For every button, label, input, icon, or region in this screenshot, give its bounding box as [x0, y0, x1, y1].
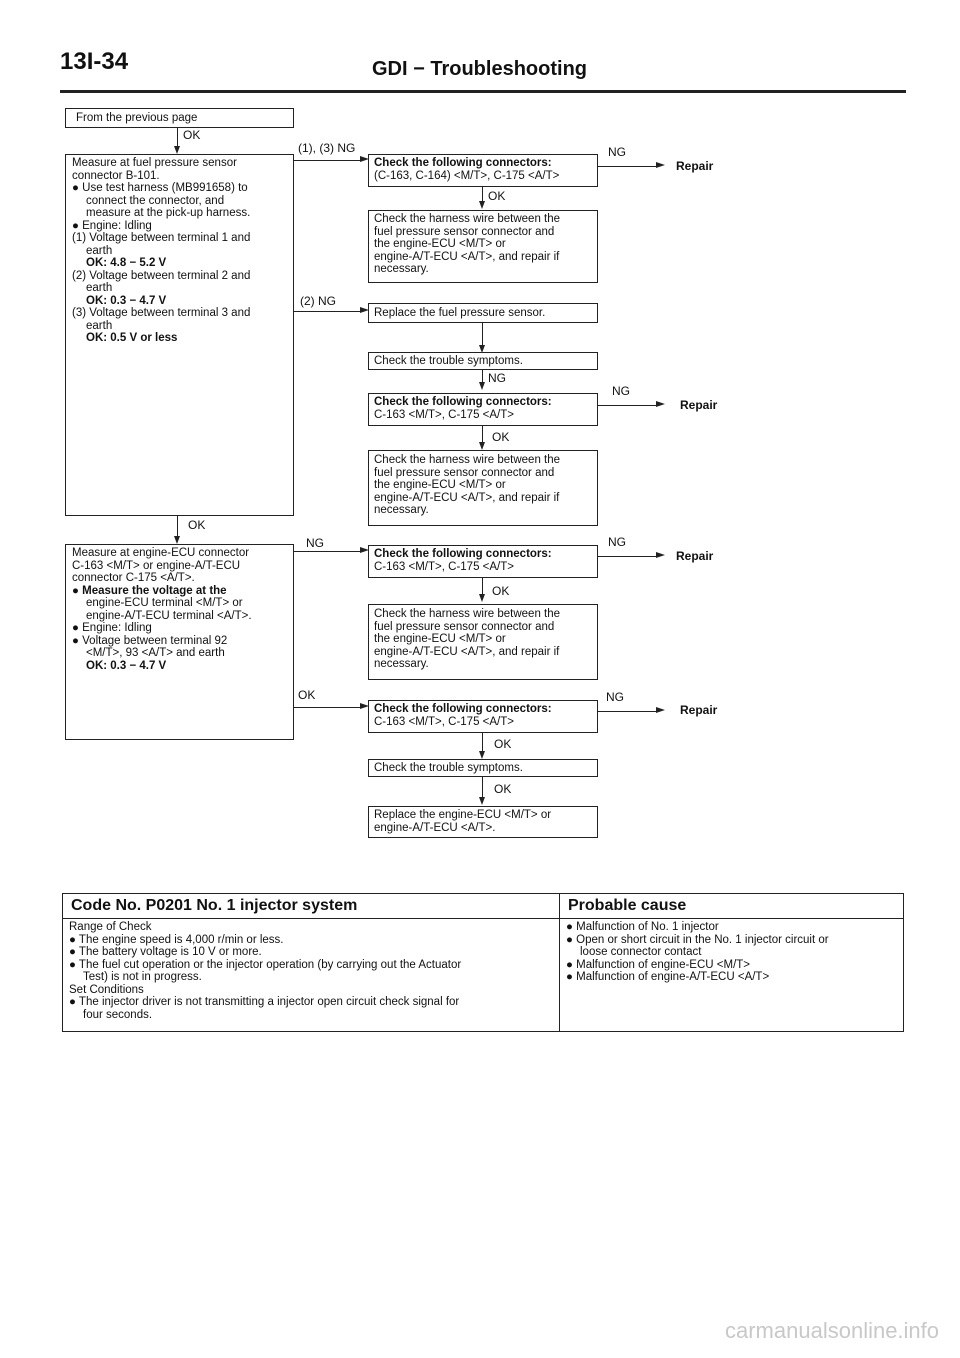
ng-label: NG — [488, 371, 506, 385]
harness-text-line: fuel pressure sensor connector and — [374, 620, 555, 633]
harness-text-line: fuel pressure sensor connector and — [374, 225, 555, 238]
trouble-symptoms-box-2 — [368, 759, 598, 777]
check-line: Test) is not in progress. — [83, 971, 202, 983]
code-title: Code No. P0201 No. 1 injector system — [63, 894, 560, 919]
arrow-right-icon — [656, 162, 665, 168]
connector-list: C-163 <M/T>, C-175 <A/T> — [374, 408, 514, 421]
replace-sensor-box — [368, 303, 598, 323]
connector-line — [482, 733, 483, 753]
step-text-line: connector C-175 <A/T>. — [72, 572, 195, 584]
page-number: 13I-34 — [60, 48, 129, 75]
harness-check-box-1 — [368, 210, 598, 283]
probable-cause-cell — [560, 919, 904, 1032]
harness-text-line: necessary. — [374, 263, 429, 275]
arrow-down-icon — [479, 201, 485, 209]
arrow-down-icon — [479, 797, 485, 805]
harness-text-line: engine-A/T-ECU <A/T>, and repair if — [374, 250, 560, 263]
step-text-line: OK: 0.5 V or less — [86, 332, 178, 344]
arrow-right-icon — [656, 707, 665, 713]
ok-label: OK — [492, 584, 510, 598]
ng-label: NG — [608, 535, 626, 549]
check-connectors-box-4 — [368, 700, 598, 733]
connector-line — [482, 323, 483, 347]
check-connectors-box-3 — [368, 545, 598, 578]
connector-line — [482, 777, 483, 799]
harness-check-box-3 — [368, 604, 598, 680]
code-table-header-row — [63, 894, 904, 919]
arrow-down-icon — [479, 751, 485, 759]
ok-label: OK — [183, 128, 201, 142]
harness-text-line: engine-A/T-ECU <A/T>, and repair if — [374, 645, 560, 658]
check-connectors-title: Check the following connectors: — [374, 396, 552, 408]
harness-text-line: Check the harness wire between the — [374, 608, 561, 620]
ok-label: OK — [494, 737, 512, 751]
ng-branch-label: (1), (3) NG — [298, 141, 356, 155]
range-of-check-cell — [63, 919, 560, 1032]
branch-line — [294, 160, 362, 161]
branch-line — [294, 311, 362, 312]
branch-line — [294, 707, 362, 708]
cause-line: ● Malfunction of No. 1 injector — [566, 921, 719, 933]
step-text-line: OK: 0.3 − 4.7 V — [86, 294, 167, 307]
ok-label: OK — [298, 688, 316, 702]
connector-list: C-163 <M/T>, C-175 <A/T> — [374, 560, 514, 573]
step-text-line: Measure at fuel pressure sensor — [72, 157, 237, 169]
check-connectors-title: Check the following connectors: — [374, 548, 552, 560]
check-connectors-box-2 — [368, 393, 598, 426]
repair-label: Repair — [680, 703, 718, 717]
harness-text-line: necessary. — [374, 504, 429, 516]
arrow-right-icon — [656, 552, 665, 558]
code-table — [62, 893, 904, 1032]
harness-text-line: the engine-ECU <M/T> or — [374, 633, 506, 645]
check-line: ● The fuel cut operation or the injector operation (by carrying out the Actuator — [69, 958, 462, 971]
ng-label: NG — [606, 690, 624, 704]
harness-check-box-2 — [368, 450, 598, 526]
ng-line — [598, 166, 658, 167]
step-measure-fuel-pressure-sensor — [65, 154, 294, 516]
step-text-line: ● Voltage between terminal 92 — [72, 634, 228, 647]
step-text-line: C-163 <M/T> or engine-A/T-ECU — [72, 559, 241, 572]
step-text-line: engine-ECU terminal <M/T> or — [86, 597, 243, 609]
arrow-down-icon — [479, 442, 485, 450]
step-measure-engine-ecu — [65, 544, 294, 740]
check-line: Range of Check — [69, 921, 152, 933]
arrow-down-icon — [174, 536, 180, 544]
step-text-line: Measure at engine-ECU connector — [72, 547, 250, 559]
ok-label: OK — [188, 518, 206, 532]
step-text-line: ● Engine: Idling — [72, 219, 152, 232]
step-text-line: OK: 0.3 − 4.7 V — [86, 659, 167, 672]
harness-text-line: engine-A/T-ECU <A/T>, and repair if — [374, 491, 560, 504]
probable-cause-title: Probable cause — [560, 894, 904, 919]
step-text-line: ● Use test harness (MB991658) to — [72, 182, 248, 194]
arrow-right-icon — [656, 401, 665, 407]
step-text-line: earth — [86, 282, 113, 294]
step-text-line: ● Measure the voltage at the — [72, 584, 227, 597]
trouble-symptoms-text: Check the trouble symptoms. — [374, 355, 523, 367]
ng-line — [598, 405, 658, 406]
check-line: ● The battery voltage is 10 V or more. — [69, 946, 262, 958]
arrow-down-icon — [479, 594, 485, 602]
trouble-symptoms-text: Check the trouble symptoms. — [374, 762, 523, 774]
ng-line — [598, 711, 658, 712]
header-rule — [60, 90, 906, 93]
step-text-line: ● Engine: Idling — [72, 622, 152, 634]
ng-line — [598, 556, 658, 557]
step-text-line: earth — [86, 244, 113, 257]
connector-list: C-163 <M/T>, C-175 <A/T> — [374, 715, 514, 728]
check-connectors-box-1 — [368, 154, 598, 187]
cause-line: ● Malfunction of engine-ECU <M/T> — [566, 958, 750, 971]
step-text-line: connect the connector, and — [86, 194, 225, 207]
ng-branch-label: (2) NG — [300, 294, 336, 308]
check-line: ● The engine speed is 4,000 r/min or less. — [69, 933, 284, 946]
cause-line: ● Malfunction of engine-A/T-ECU <A/T> — [566, 971, 770, 983]
check-line: ● The injector driver is not transmitting a injector open circuit check signal for — [69, 996, 460, 1008]
step-text-line: OK: 4.8 − 5.2 V — [86, 257, 167, 269]
step-text-line: (1) Voltage between terminal 1 and — [72, 232, 251, 244]
step-text-line: engine-A/T-ECU terminal <A/T>. — [86, 609, 252, 622]
page-title: GDI − Troubleshooting — [372, 58, 587, 80]
harness-text-line: the engine-ECU <M/T> or — [374, 479, 506, 491]
step-text-line: (2) Voltage between terminal 2 and — [72, 269, 251, 282]
harness-text-line: fuel pressure sensor connector and — [374, 466, 555, 479]
watermark: carmanualsonline.info — [725, 1318, 940, 1343]
replace-sensor-text: Replace the fuel pressure sensor. — [374, 307, 546, 319]
repair-label: Repair — [676, 159, 714, 173]
code-table-body-row — [63, 919, 904, 1032]
cause-line: ● Open or short circuit in the No. 1 injector circuit or — [566, 933, 829, 946]
harness-text-line: Check the harness wire between the — [374, 213, 561, 225]
check-connectors-title: Check the following connectors: — [374, 703, 552, 715]
check-connectors-title: Check the following connectors: — [374, 157, 552, 169]
step-text-line: measure at the pick-up harness. — [86, 207, 251, 219]
arrow-down-icon — [174, 146, 180, 154]
cause-line: loose connector contact — [580, 946, 702, 958]
step-text-line: <M/T>, 93 <A/T> and earth — [86, 647, 225, 659]
check-line: four seconds. — [83, 1008, 153, 1021]
ng-label: NG — [612, 384, 630, 398]
step-text-line: (3) Voltage between terminal 3 and — [72, 307, 251, 319]
step-text-line: earth — [86, 319, 113, 332]
connector-list: (C-163, C-164) <M/T>, C-175 <A/T> — [374, 169, 560, 182]
ok-label: OK — [492, 430, 510, 444]
harness-text-line: the engine-ECU <M/T> or — [374, 238, 506, 250]
harness-text-line: necessary. — [374, 658, 429, 670]
ng-label: NG — [608, 145, 626, 159]
repair-label: Repair — [676, 549, 714, 563]
replace-ecu-text: engine-A/T-ECU <A/T>. — [374, 821, 496, 834]
harness-text-line: Check the harness wire between the — [374, 454, 561, 466]
replace-ecu-box — [368, 806, 598, 838]
ng-label: NG — [306, 536, 324, 550]
branch-line — [294, 551, 362, 552]
ok-label: OK — [488, 189, 506, 203]
repair-label: Repair — [680, 398, 718, 412]
replace-ecu-text: Replace the engine-ECU <M/T> or — [374, 809, 552, 821]
connector-line — [177, 128, 178, 148]
step-text-line: connector B-101. — [72, 169, 160, 182]
ok-label: OK — [494, 782, 512, 796]
from-previous-page-box — [65, 108, 294, 128]
arrow-down-icon — [479, 382, 485, 390]
connector-line — [177, 516, 178, 538]
from-previous-page-text: From the previous page — [76, 112, 198, 124]
check-line: Set Conditions — [69, 983, 144, 996]
trouble-symptoms-box-1 — [368, 352, 598, 370]
